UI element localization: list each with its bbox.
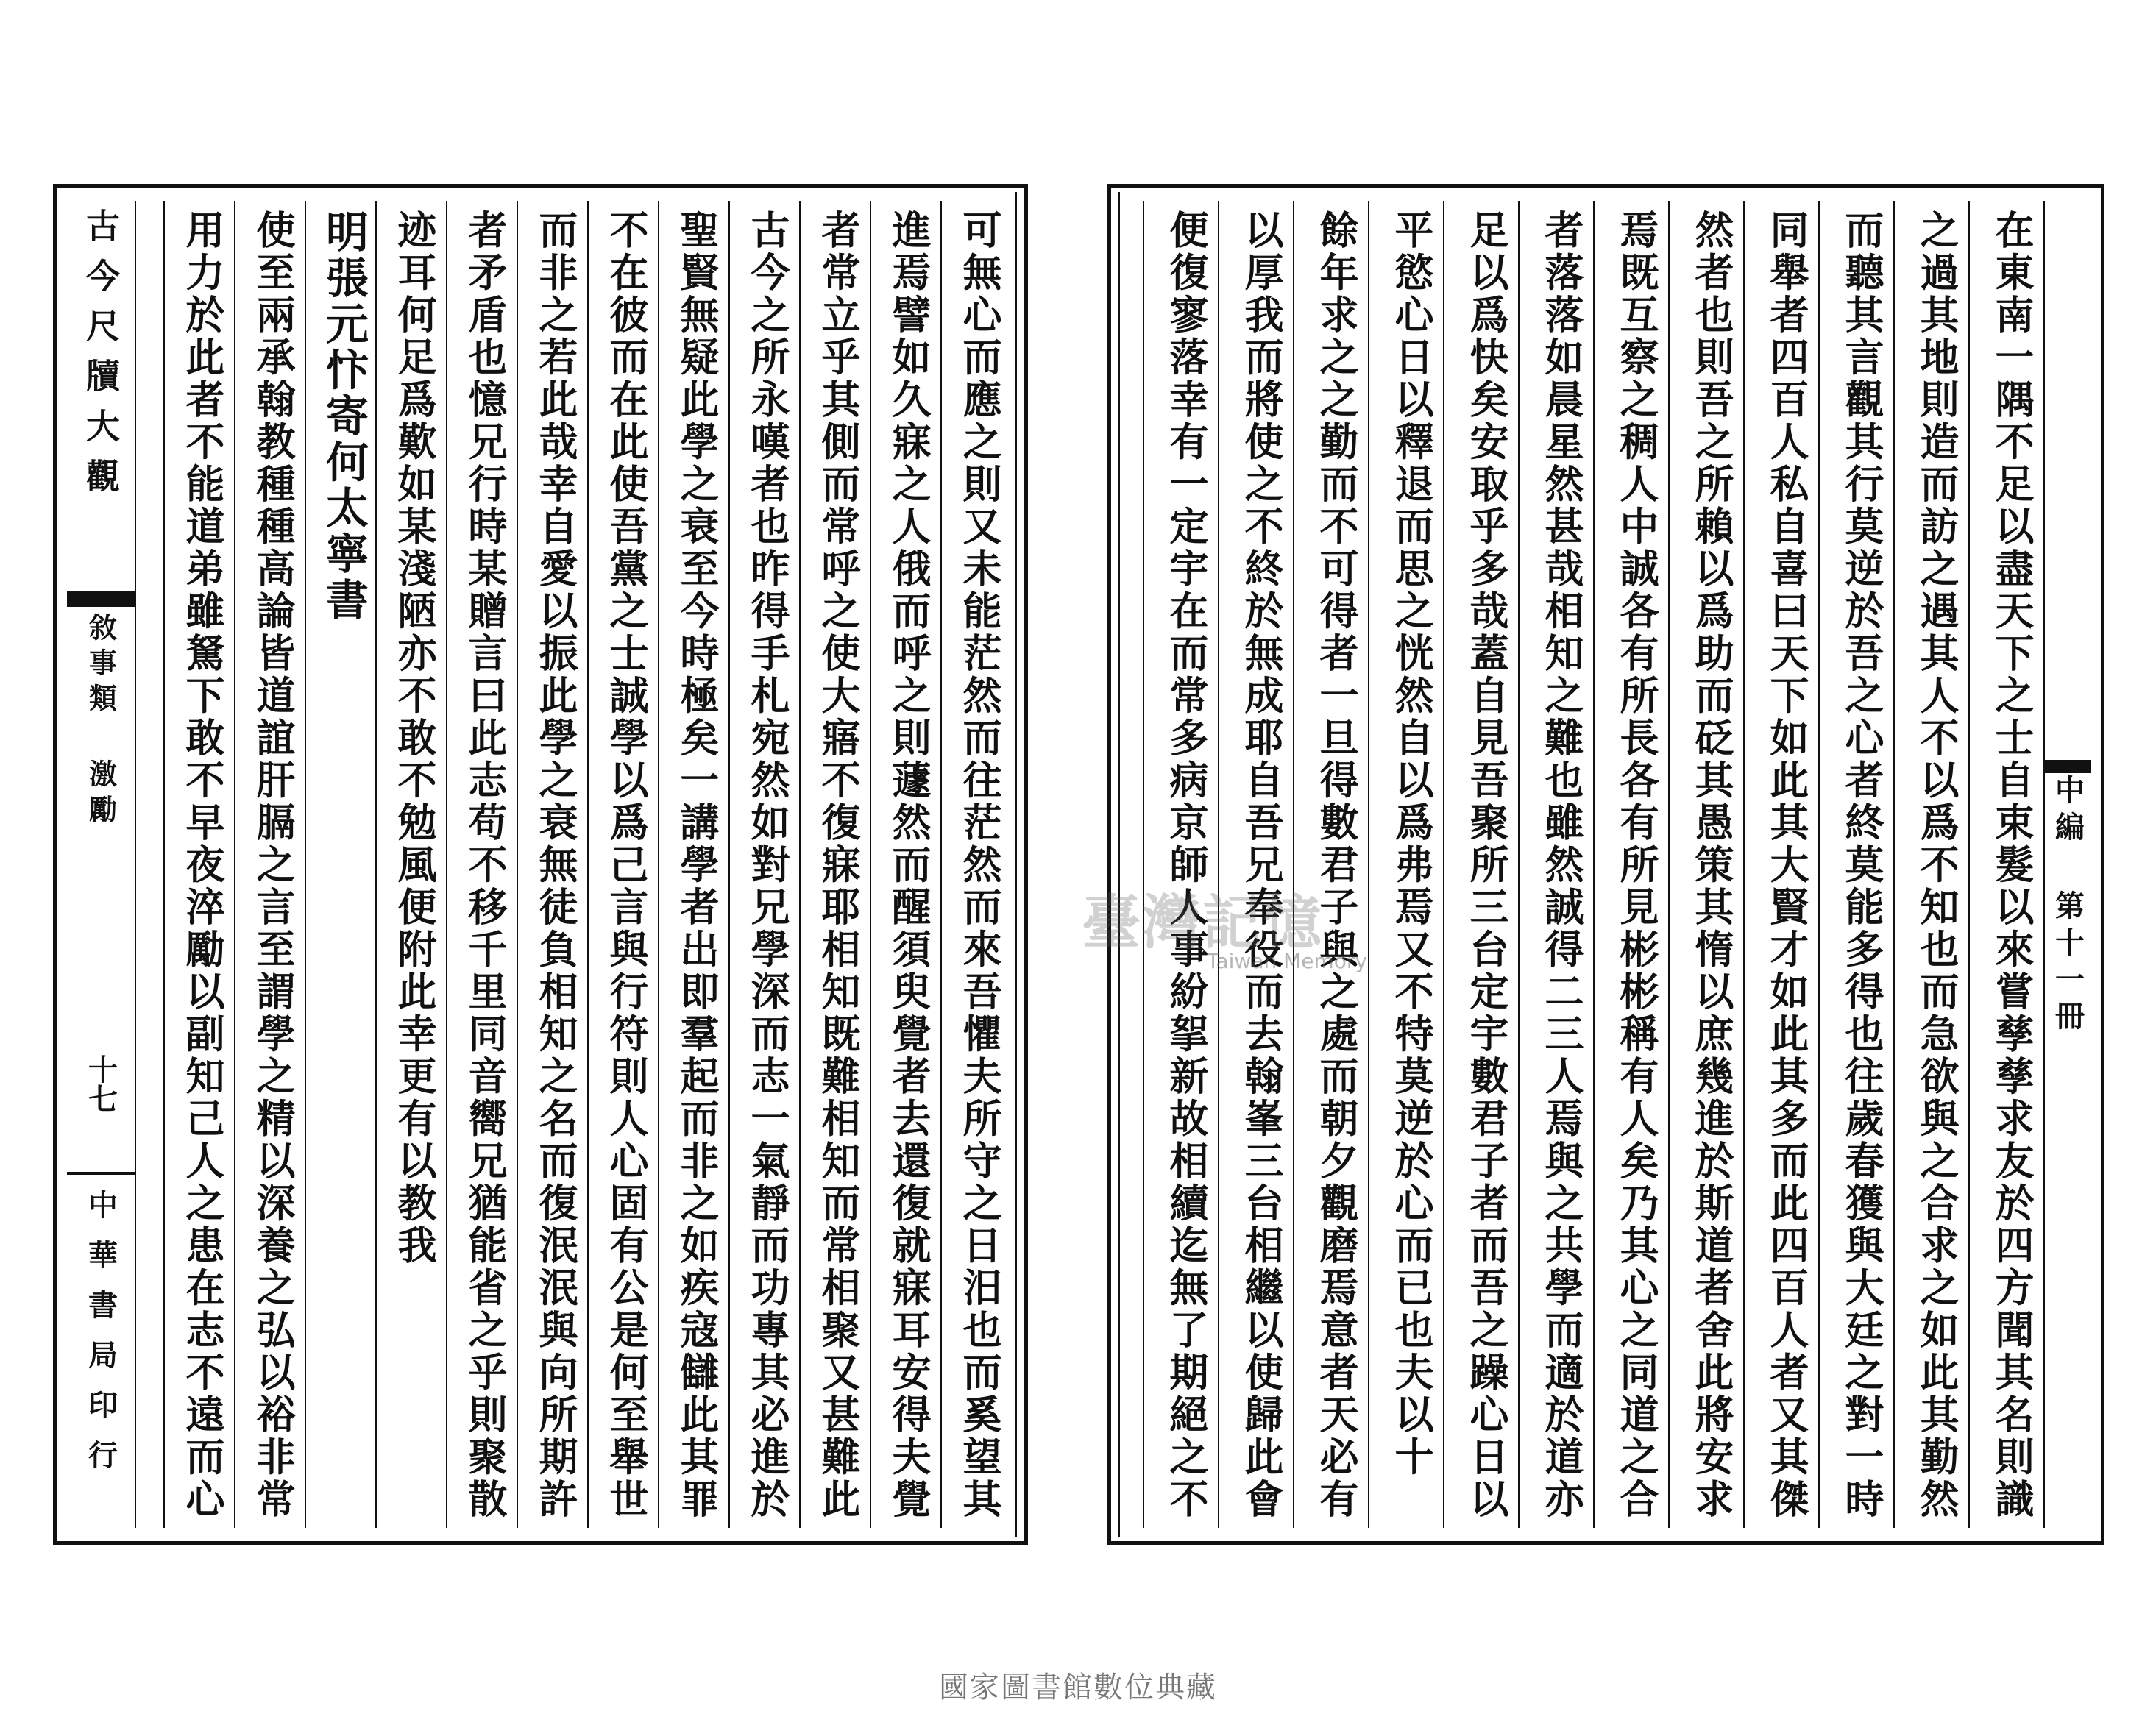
text-column: 而非之若此哉幸自愛以振此學之衰無徒負相知之名而復泯泯與向所期許 (517, 201, 587, 1528)
text-column: 者落落如晨星然甚哉相知之難也雖然誠得二三人焉與之共學而適於道亦 (1518, 201, 1593, 1528)
left-margin-strip (67, 201, 136, 1528)
text-column: 迹耳何足爲歎如某淺陋亦不敢不勉風便附此幸更有以教我 (375, 201, 446, 1528)
text-column: 在東南一隅不足以盡天下之士自束髮以來嘗孳孳求友於四方聞其名則識 (1968, 201, 2043, 1528)
text-column: 同舉者四百人私自喜曰天下如此其大賢才如此其多而此四百人者又其傑 (1743, 201, 1818, 1528)
text-column: 而聽其言觀其行莫逆於吾之心者終莫能多得也往歲春獲與大廷之對一時 (1818, 201, 1893, 1528)
text-column: 古今之所永嘆者也昨得手札宛然如對兄學深而志一氣靜而功專其必進於 (728, 201, 799, 1528)
text-column: 可無心而應之則又未能茫然而往茫然而來吾懼夫所守之日汨也而奚望其 (940, 201, 1011, 1528)
text-column: 用力於此者不能道弟雖駑下敢不早夜淬勵以副知己人之患在志不遠而心 (163, 201, 234, 1528)
text-column: 焉既互察之稠人中誠各有所長各有所見彬彬稱有人矣乃其心之同道之合 (1593, 201, 1668, 1528)
letter-heading: 明張元忭寄何太寧書 (305, 201, 375, 1528)
text-column: 便復寥落幸有一定宇在而常多病京師人事紛挐新故相續迄無了期絕之不 (1143, 201, 1218, 1528)
right-page (1107, 184, 2104, 1545)
text-column: 之過其地則造而訪之遇其人不以爲不知也而急欲與之合求之如此其勤然 (1893, 201, 1968, 1528)
book-title: 古今尺牘大觀 (81, 208, 121, 508)
text-column: 足以爲快矣安取乎多哉蓋自見吾聚所三台定宇數君子者而吾之躁心日以 (1443, 201, 1518, 1528)
margin-divider-block (67, 591, 135, 607)
text-column: 然者也則吾之所賴以爲助而砭其愚策其惰以庶幾進於斯道者舍此將安求 (1668, 201, 1743, 1528)
text-column: 平慾心日以釋退而思之恍然自以爲弗焉又不特莫逆於心而已也夫以十 (1368, 201, 1443, 1528)
section-label: 敘事類 激勵 (84, 613, 118, 830)
publisher-label: 中華書局印行 (67, 1172, 135, 1543)
text-column: 以厚我而將使之不終於無成耶自吾兄奉役而去翰峯三台相繼以使歸此會 (1218, 201, 1293, 1528)
text-column: 不在彼而在此使吾黨之士誠學以爲己言與行符則人心固有公是何至舉世 (587, 201, 658, 1528)
text-column: 使至兩承翰教種種高論皆道誼肝膈之言至謂學之精以深養之弘以裕非常 (234, 201, 305, 1528)
footer-caption: 國家圖書館數位典藏 (939, 1671, 1217, 1704)
text-column: 餘年求之之勤而不可得者一旦得數君子與之處而朝夕觀磨焉意者天必有 (1293, 201, 1368, 1528)
text-column: 聖賢無疑此學之衰至今時極矣一講學者出即羣起而非之如疾寇讎此其罪 (658, 201, 728, 1528)
watermark-subtitle: Taiwan Memory (1207, 949, 1367, 973)
watermark-logo: 臺灣記憶 (1082, 888, 1323, 957)
text-column: 者矛盾也憶兄行時某贈言曰此志苟不移千里同音嚮兄猶能省之乎則聚散 (446, 201, 517, 1528)
page-number: 十七 (83, 1054, 118, 1113)
text-column: 進焉譬如久寐之人俄而呼之則蘧然而醒須臾覺者去還復就寐耳安得夫覺 (870, 201, 940, 1528)
left-page (53, 184, 1028, 1545)
volume-label: 中編 第十一冊 (2050, 775, 2085, 1037)
text-column: 者常立乎其側而常呼之使大寤不復寐耶相知既難相知而常相聚又甚難此 (799, 201, 870, 1528)
margin-divider-block (2045, 760, 2091, 773)
right-margin-strip (2043, 201, 2091, 1528)
